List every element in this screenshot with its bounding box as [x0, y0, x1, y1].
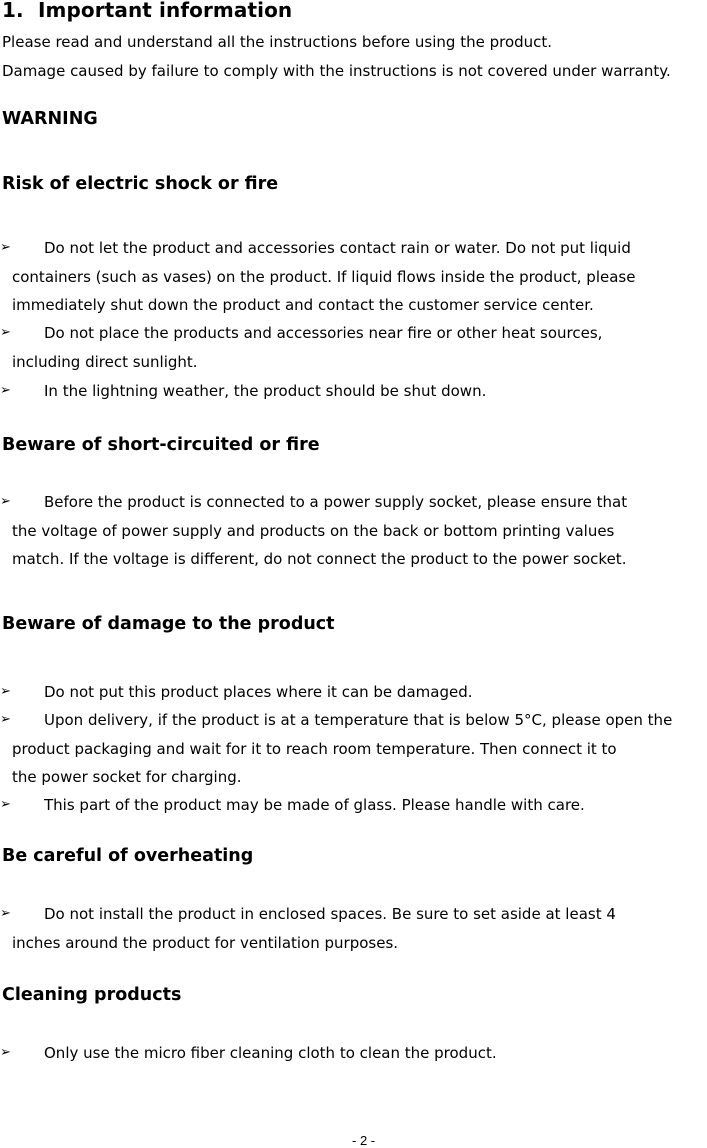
heading-short-circuit: Beware of short-circuited or fire: [2, 435, 320, 455]
page-number: - 2 -: [352, 1133, 376, 1148]
section-title: [2, 0, 292, 22]
bullet-item: [0, 706, 672, 792]
bullet-arrow-icon: ➢: [0, 494, 11, 509]
heading-damage: Beware of damage to the product: [2, 614, 335, 634]
bullet-arrow-icon: ➢: [0, 906, 11, 921]
bullet-arrow-icon: ➢: [0, 383, 11, 398]
bullet-text-line: match. If the voltage is different, do not connect the product to the power socket.: [12, 550, 627, 568]
heading-cleaning: Cleaning products: [2, 985, 182, 1005]
bullet-arrow-icon: ➢: [0, 797, 11, 812]
bullet-text-line: inches around the product for ventilation purposes.: [12, 933, 399, 952]
bullet-text-line: In the lightning weather, the product should be shut down.: [44, 382, 487, 400]
bullet-text-line: Only use the micro fiber cleaning cloth to clean the product.: [44, 1044, 497, 1062]
bullet-text-line: product packaging and wait for it to reach room temperature. Then connect it to: [12, 739, 617, 758]
bullet-text-line: Do not install the product in enclosed spaces. Be sure to set aside at least 4: [44, 905, 616, 923]
bullet-text-line: Upon delivery, if the product is at a temperature that is below 5°C, please open the: [44, 711, 673, 729]
bullet-text-line: the voltage of power supply and products on the back or bottom printing values: [12, 521, 615, 540]
bullet-text-line: Do not place the products and accessories near fire or other heat sources,: [44, 324, 603, 342]
bullet-item: [0, 234, 635, 320]
bullet-item: [0, 791, 585, 820]
section-number: 1.: [2, 0, 24, 22]
bullet-text-line: including direct sunlight.: [12, 352, 198, 371]
bullet-item: [0, 900, 616, 957]
bullet-item: [0, 319, 602, 376]
bullet-item: [0, 678, 473, 707]
bullet-item: [0, 488, 627, 574]
bullet-text-line: the power socket for charging.: [12, 768, 242, 786]
bullet-item: [0, 1039, 497, 1068]
intro-line-2: Damage caused by failure to comply with the instructions is not covered under warranty.: [2, 62, 671, 80]
intro-line-1: Please read and understand all the instructions before using the product.: [2, 33, 553, 51]
bullet-text-line: containers (such as vases) on the product. If liquid flows inside the product, please: [12, 267, 636, 286]
bullet-arrow-icon: ➢: [0, 1045, 11, 1060]
section-title-text: Important information: [38, 0, 293, 22]
bullet-text-line: Before the product is connected to a power supply socket, please ensure that: [44, 493, 628, 511]
bullet-text-line: Do not put this product places where it can be damaged.: [44, 683, 473, 701]
heading-overheating: Be careful of overheating: [2, 846, 254, 866]
bullet-arrow-icon: ➢: [0, 684, 11, 699]
bullet-text-line: Do not let the product and accessories contact rain or water. Do not put liquid: [44, 239, 631, 257]
bullet-arrow-icon: ➢: [0, 240, 11, 255]
bullet-text-line: immediately shut down the product and contact the customer service center.: [12, 296, 594, 314]
warning-label: WARNING: [2, 109, 98, 129]
bullet-arrow-icon: ➢: [0, 325, 11, 340]
bullet-text-line: This part of the product may be made of glass. Please handle with care.: [44, 796, 585, 814]
bullet-item: [0, 377, 486, 406]
bullet-arrow-icon: ➢: [0, 712, 11, 727]
heading-electric-shock: Risk of electric shock or fire: [2, 174, 279, 194]
